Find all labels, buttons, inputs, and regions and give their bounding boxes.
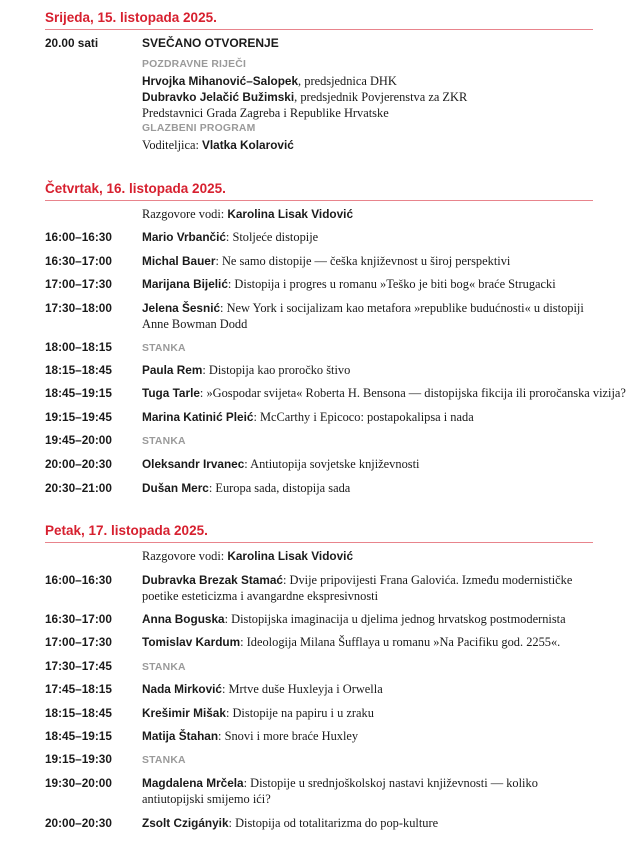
session-time: 16:30–17:00 (45, 254, 112, 268)
speaker-name: Matija Štahan (142, 729, 219, 743)
speaker-name: Tuga Tarle (142, 386, 200, 400)
talk-title-continued: poetike esteticizma i avangardne ekspresivnosti (142, 589, 379, 603)
session-time: 20:30–21:00 (45, 481, 112, 495)
talk-title: : Distopije na papiru i u zraku (225, 706, 374, 720)
session-content (142, 815, 602, 831)
speaker-name: Paula Rem (142, 363, 203, 377)
session-time: 18:45–19:15 (45, 386, 112, 400)
session-time: 16:00–16:30 (45, 573, 112, 587)
session-time: 19:30–20:00 (45, 776, 112, 790)
session-content (142, 339, 602, 357)
session-time: 17:30–18:00 (45, 301, 112, 315)
speaker-name: Magdalena Mrčela (142, 776, 244, 790)
session-content (142, 705, 602, 721)
moderator-line (142, 548, 602, 564)
talk-title-continued: Anne Bowman Dodd (142, 317, 248, 331)
session-content (142, 362, 602, 378)
speaker-name: Michal Bauer (142, 254, 216, 268)
session-time: 20:00–20:30 (45, 457, 112, 471)
session-time: 17:45–18:15 (45, 682, 112, 696)
speaker-name: Dušan Merc (142, 481, 209, 495)
day-heading: Srijeda, 15. listopada 2025. (45, 10, 593, 30)
talk-title: : Distopije u srednjoškolskoj nastavi književnosti — koliko (243, 776, 538, 790)
speaker-name: Jelena Šesnić (142, 301, 221, 315)
host-label: Voditeljica: (142, 138, 202, 152)
talk-title: : McCarthy i Epicoco: postapokalipsa i nada (253, 410, 474, 424)
talk-title: : Distopija kao proročko štivo (202, 363, 351, 377)
music-label: GLAZBENI PROGRAM (142, 123, 256, 134)
talk-title: : Ideologija Milana Šufflaya u romanu »Na Pacifiku god. 2255«. (240, 635, 561, 649)
speaker-role: , predsjednik Povjerenstva za ZKR (294, 90, 468, 104)
talk-title: : Distopija i progres u romanu »Teško je biti bog« braće Strugacki (227, 277, 556, 291)
opening-title: SVEČANO OTVORENJE (142, 36, 279, 50)
session-content (142, 634, 602, 650)
speaker-name: Dubravko Jelačić Bužimski (142, 90, 295, 104)
session-time: 17:00–17:30 (45, 277, 112, 291)
talk-title: : Europa sada, distopija sada (208, 481, 351, 495)
greetings-label: POZDRAVNE RIJEČI (142, 59, 247, 70)
speaker-name: Marijana Bijelić (142, 277, 228, 291)
session-content (142, 681, 602, 697)
session-time: 17:30–17:45 (45, 659, 112, 673)
speaker-role: , predsjednica DHK (298, 74, 397, 88)
talk-title: : Distopijska imaginacija u djelima jednog hrvatskog postmodernista (224, 612, 566, 626)
session-content (142, 300, 602, 332)
session-content (142, 728, 602, 744)
speaker-line (142, 73, 602, 89)
representatives: Predstavnici Grada Zagreba i Republike Hrvatske (142, 106, 389, 120)
opening-content (142, 35, 602, 153)
speaker-name: Anna Boguska (142, 612, 225, 626)
talk-title: : Stoljeće distopije (225, 230, 319, 244)
session-time: 18:45–19:15 (45, 729, 112, 743)
speaker-name: Marina Katinić Pleić (142, 410, 254, 424)
session-content (142, 658, 602, 676)
speaker-name: Zsolt Czigányik (142, 816, 229, 830)
speaker-name: Oleksandr Irvanec (142, 457, 245, 471)
day-heading: Petak, 17. listopada 2025. (45, 523, 593, 543)
session-time: 18:15–18:45 (45, 363, 112, 377)
talk-title-continued: antiutopijski smijemo ići? (142, 792, 271, 806)
host-name: Vlatka Kolarović (202, 138, 294, 152)
session-content (142, 572, 602, 604)
speaker-name: Mario Vrbančić (142, 230, 226, 244)
session-content (142, 480, 602, 496)
break-label: STANKA (142, 436, 186, 447)
session-content (142, 385, 626, 401)
session-time: 20:00–20:30 (45, 816, 112, 830)
speaker-name: Krešimir Mišak (142, 706, 226, 720)
session-content (142, 253, 602, 269)
moderator-name: Karolina Lisak Vidović (227, 207, 354, 221)
session-content (142, 229, 602, 245)
session-content (142, 456, 602, 472)
moderator-label: Razgovore vodi: (142, 549, 228, 563)
session-content (142, 409, 602, 425)
session-content (142, 611, 602, 627)
day-heading: Četvrtak, 16. listopada 2025. (45, 181, 593, 201)
host-line (142, 137, 602, 153)
session-content (142, 775, 602, 807)
moderator-label: Razgovore vodi: (142, 207, 228, 221)
talk-title: : »Gospodar svijeta« Roberta H. Bensona — distopijska fikcija ili proročanska vizija? (199, 386, 626, 400)
talk-title: : Mrtve duše Huxleyja i Orwella (222, 682, 383, 696)
speaker-name: Hrvojka Mihanović–Salopek (142, 74, 299, 88)
session-time: 19:15–19:45 (45, 410, 112, 424)
session-time: 18:00–18:15 (45, 340, 112, 354)
speaker-line (142, 89, 602, 105)
session-time: 17:00–17:30 (45, 635, 112, 649)
session-content (142, 432, 602, 450)
session-time: 20.00 sati (45, 36, 99, 50)
talk-title: : Distopija od totalitarizma do pop-kulture (228, 816, 439, 830)
session-time: 16:00–16:30 (45, 230, 112, 244)
talk-title: : Antiutopija sovjetske književnosti (244, 457, 420, 471)
session-content (142, 276, 602, 292)
speaker-name: Nada Mirković (142, 682, 222, 696)
talk-title: : New York i socijalizam kao metafora »republike budućnosti« u distopiji (220, 301, 584, 315)
moderator-line (142, 206, 602, 222)
speaker-name: Dubravka Brezak Stamać (142, 573, 283, 587)
break-label: STANKA (142, 343, 186, 354)
session-time: 19:45–20:00 (45, 433, 112, 447)
moderator-name: Karolina Lisak Vidović (227, 549, 354, 563)
talk-title: : Ne samo distopije — češka književnost u široj perspektivi (215, 254, 511, 268)
talk-title: : Dvije pripovijesti Frana Galovića. Između modernističke (282, 573, 573, 587)
session-time: 18:15–18:45 (45, 706, 112, 720)
break-label: STANKA (142, 755, 186, 766)
speaker-name: Tomislav Kardum (142, 635, 241, 649)
session-content (142, 751, 602, 769)
session-time: 16:30–17:00 (45, 612, 112, 626)
session-time: 19:15–19:30 (45, 752, 112, 766)
break-label: STANKA (142, 662, 186, 673)
talk-title: : Snovi i more braće Huxley (218, 729, 359, 743)
